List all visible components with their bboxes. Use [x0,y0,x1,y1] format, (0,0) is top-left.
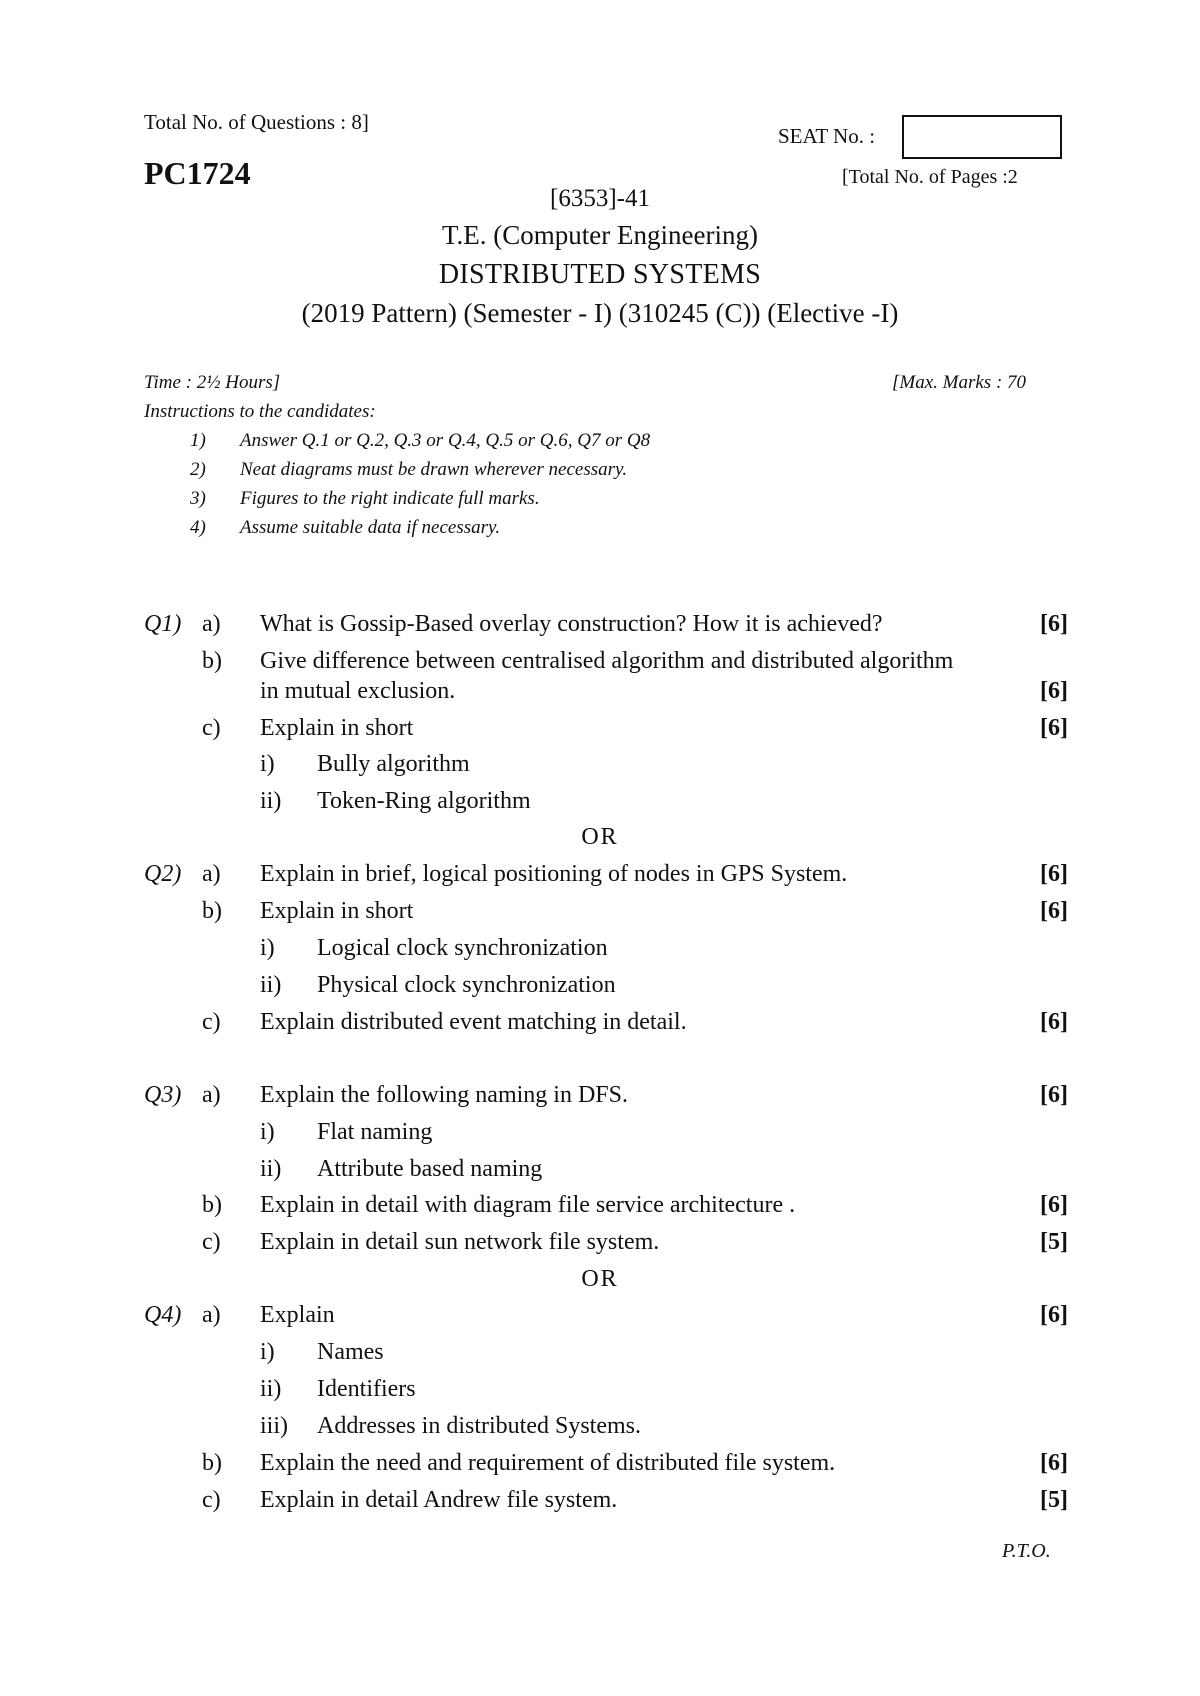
question-text: Explain in detail Andrew file system. [260,1487,618,1513]
sub-item-text: Identifiers [317,1376,416,1402]
marks-label: [6] [1040,1450,1068,1476]
marks-label: [6] [1040,678,1068,704]
instruction-number: 4) [190,517,206,538]
marks-label: [6] [1040,1302,1068,1328]
question-text: Explain in detail with diagram file service architecture . [260,1192,796,1218]
seat-number-box [902,115,1062,159]
sub-item-number: i) [260,1119,275,1145]
sub-item-text: Attribute based naming [317,1156,543,1182]
part-label: b) [202,898,222,924]
part-label: a) [202,1302,221,1328]
course-title: T.E. (Computer Engineering) [442,220,758,250]
instruction-number: 1) [190,430,206,451]
question-text: Explain in short [260,715,414,741]
instruction-text: Assume suitable data if necessary. [240,517,501,538]
question-text: Explain in short [260,898,414,924]
part-label: c) [202,1229,221,1255]
sub-item-number: i) [260,1339,275,1365]
marks-label: [6] [1040,1192,1068,1218]
sub-item-number: ii) [260,788,282,814]
sub-item-text: Flat naming [317,1119,433,1145]
part-label: a) [202,861,221,887]
question-text: Explain the need and requirement of distributed file system. [260,1450,836,1476]
sub-item-text: Token-Ring algorithm [317,788,531,814]
question-number-q1: Q1) [144,611,182,637]
question-text: Explain distributed event matching in detail. [260,1009,687,1035]
or-separator: OR [581,1266,619,1292]
question-text-continued: in mutual exclusion. [260,678,456,704]
seat-number-label: SEAT No. : [778,124,876,148]
part-label: a) [202,1082,221,1108]
question-text: Explain in brief, logical positioning of nodes in GPS System. [260,861,848,887]
total-pages: [Total No. of Pages :2 [842,166,1018,188]
exam-time: Time : 2½ Hours] [144,372,281,393]
exam-code: [6353]-41 [550,185,650,212]
paper-code: PC1724 [144,155,251,191]
instruction-number: 2) [190,459,206,480]
marks-label: [5] [1040,1229,1068,1255]
instruction-text: Answer Q.1 or Q.2, Q.3 or Q.4, Q.5 or Q.6, Q7 or Q8 [240,430,651,451]
question-text: Explain [260,1302,335,1328]
subject-title: DISTRIBUTED SYSTEMS [438,259,762,290]
sub-item-number: ii) [260,972,282,998]
question-text: What is Gossip-Based overlay construction? How it is achieved? [260,611,883,637]
question-number-q3: Q3) [144,1082,182,1108]
marks-label: [6] [1040,861,1068,887]
marks-label: [5] [1040,1487,1068,1513]
marks-label: [6] [1040,898,1068,924]
page-turn-note: P.T.O. [1002,1540,1051,1562]
sub-item-number: ii) [260,1156,282,1182]
sub-item-number: i) [260,751,275,777]
marks-label: [6] [1040,611,1068,637]
or-separator: OR [581,824,619,850]
question-text: Give difference between centralised algorithm and distributed algorithm [260,648,954,674]
marks-label: [6] [1040,715,1068,741]
sub-item-text: Physical clock synchronization [317,972,616,998]
instructions-title: Instructions to the candidates: [144,401,376,422]
part-label: c) [202,1009,221,1035]
total-questions: Total No. of Questions : 8] [144,110,369,134]
pattern-line: (2019 Pattern) (Semester - I) (310245 (C)) (Elective -I) [301,298,899,328]
marks-label: [6] [1040,1082,1068,1108]
sub-item-text: Bully algorithm [317,751,470,777]
question-number-q4: Q4) [144,1302,182,1328]
part-label: b) [202,1192,222,1218]
sub-item-text: Names [317,1339,384,1365]
part-label: b) [202,648,222,674]
sub-item-text: Logical clock synchronization [317,935,608,961]
sub-item-text: Addresses in distributed Systems. [317,1413,641,1439]
sub-item-number: i) [260,935,275,961]
marks-label: [6] [1040,1009,1068,1035]
question-text: Explain in detail sun network file system. [260,1229,660,1255]
sub-item-number: ii) [260,1376,282,1402]
instruction-number: 3) [190,488,206,509]
instruction-text: Figures to the right indicate full marks. [240,488,540,509]
question-text: Explain the following naming in DFS. [260,1082,628,1108]
part-label: c) [202,1487,221,1513]
sub-item-number: iii) [260,1413,288,1439]
part-label: b) [202,1450,222,1476]
part-label: a) [202,611,221,637]
instruction-text: Neat diagrams must be drawn wherever necessary. [240,459,628,480]
question-number-q2: Q2) [144,861,182,887]
part-label: c) [202,715,221,741]
max-marks: [Max. Marks : 70 [892,372,1027,393]
